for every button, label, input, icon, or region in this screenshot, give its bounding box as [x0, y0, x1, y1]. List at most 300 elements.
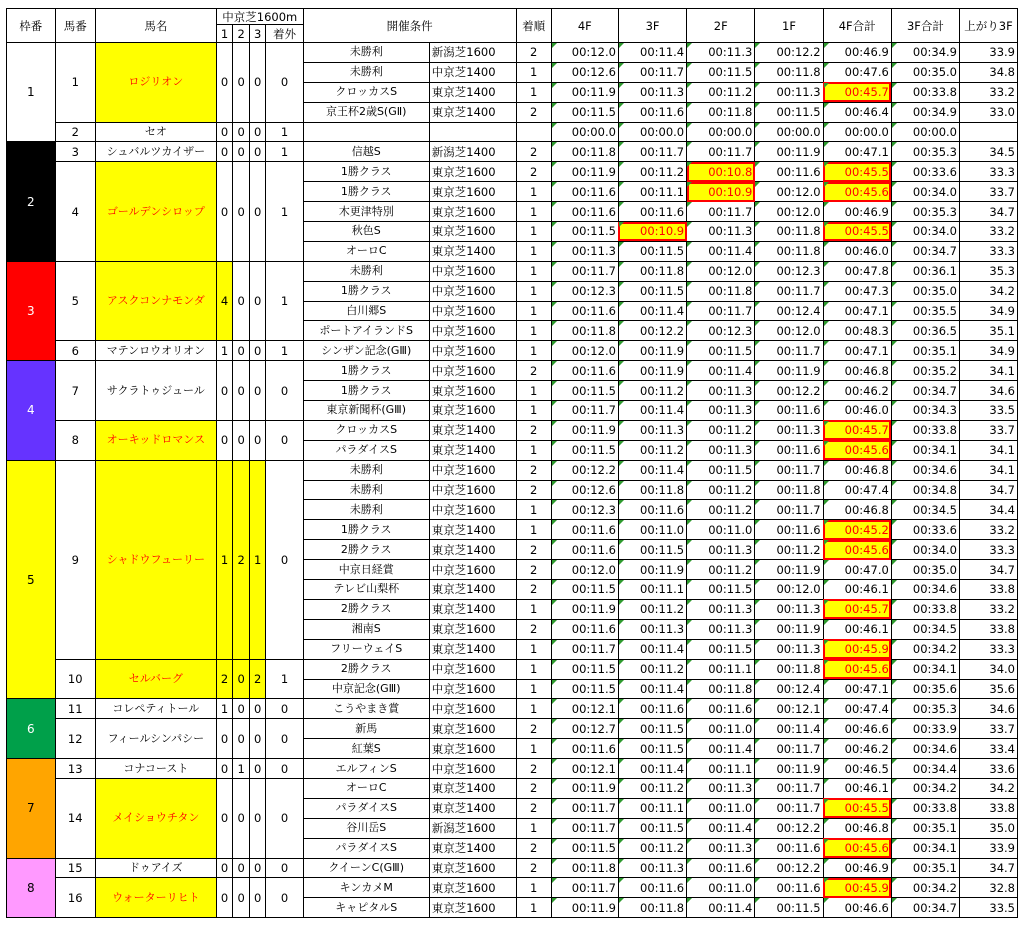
horse-number-cell: 4	[55, 162, 95, 261]
header-pos-3: 3	[249, 25, 266, 43]
finish-rank-cell: 2	[516, 778, 551, 798]
table-row	[7, 261, 1018, 281]
horse-number-cell: 15	[55, 858, 95, 878]
split-3f-cell: 00:11.1	[618, 798, 686, 818]
total-3f-cell: 00:36.1	[891, 261, 959, 281]
split-3f-cell: 00:11.4	[618, 759, 686, 779]
total-3f-cell: 00:34.6	[891, 580, 959, 600]
horse-name-cell: ドゥアイズ	[95, 858, 216, 878]
total-3f-cell: 00:34.0	[891, 222, 959, 242]
horse-number-cell: 5	[55, 261, 95, 341]
venue-cell	[429, 122, 516, 142]
second-place-count: 0	[233, 699, 250, 719]
last-3f-cell: 33.9	[960, 43, 1018, 63]
total-4f-cell: 00:45.5	[823, 162, 891, 182]
total-4f-cell: 00:46.9	[823, 43, 891, 63]
last-3f-cell: 33.9	[960, 838, 1018, 858]
last-3f-cell: 34.4	[960, 500, 1018, 520]
split-1f-cell: 00:12.2	[755, 818, 823, 838]
finish-rank-cell: 1	[516, 699, 551, 719]
first-place-count: 1	[216, 341, 233, 361]
second-place-count: 0	[233, 858, 250, 878]
split-1f-cell: 00:11.3	[755, 599, 823, 619]
last-3f-cell: 33.2	[960, 222, 1018, 242]
total-4f-cell: 00:46.5	[823, 759, 891, 779]
horse-name-cell: コナコースト	[95, 759, 216, 779]
finish-rank-cell: 1	[516, 599, 551, 619]
split-1f-cell: 00:11.8	[755, 659, 823, 679]
total-4f-cell: 00:46.8	[823, 500, 891, 520]
out-of-place-count: 0	[266, 43, 303, 123]
split-2f-cell: 00:11.7	[687, 301, 755, 321]
header-waku: 枠番	[7, 9, 56, 43]
total-4f-cell: 00:46.0	[823, 241, 891, 261]
table-row	[7, 142, 1018, 162]
first-place-count: 4	[216, 261, 233, 341]
total-4f-cell: 00:46.0	[823, 401, 891, 421]
split-4f-cell: 00:11.9	[551, 898, 618, 918]
venue-cell: 新潟芝1400	[429, 142, 516, 162]
total-4f-cell: 00:46.2	[823, 381, 891, 401]
split-3f-cell: 00:11.3	[618, 858, 686, 878]
header-pos-1: 1	[216, 25, 233, 43]
split-1f-cell: 00:11.6	[755, 520, 823, 540]
split-1f-cell: 00:11.6	[755, 440, 823, 460]
race-name-cell: 未勝利	[303, 500, 429, 520]
split-4f-cell: 00:11.7	[551, 798, 618, 818]
horse-number-cell: 13	[55, 759, 95, 779]
horse-number-cell: 12	[55, 719, 95, 759]
split-4f-cell: 00:12.1	[551, 759, 618, 779]
total-3f-cell: 00:35.3	[891, 202, 959, 222]
total-3f-cell: 00:35.1	[891, 818, 959, 838]
race-name-cell: 1勝クラス	[303, 182, 429, 202]
finish-rank-cell: 2	[516, 619, 551, 639]
split-2f-cell: 00:11.3	[687, 778, 755, 798]
total-4f-cell: 00:45.6	[823, 182, 891, 202]
split-2f-cell: 00:11.3	[687, 599, 755, 619]
split-1f-cell: 00:11.5	[755, 898, 823, 918]
split-2f-cell: 00:11.4	[687, 818, 755, 838]
finish-rank-cell: 2	[516, 420, 551, 440]
last-3f-cell: 33.3	[960, 162, 1018, 182]
first-place-count: 0	[216, 162, 233, 261]
header-rank: 着順	[516, 9, 551, 43]
finish-rank-cell: 1	[516, 679, 551, 699]
split-2f-cell: 00:11.0	[687, 798, 755, 818]
last-3f-cell: 35.0	[960, 818, 1018, 838]
venue-cell: 新潟芝1600	[429, 818, 516, 838]
last-3f-cell: 34.7	[960, 858, 1018, 878]
split-2f-cell: 00:11.3	[687, 222, 755, 242]
total-3f-cell: 00:33.6	[891, 520, 959, 540]
split-4f-cell: 00:11.6	[551, 540, 618, 560]
split-3f-cell: 00:11.2	[618, 659, 686, 679]
horse-number-cell: 6	[55, 341, 95, 361]
third-place-count: 0	[249, 43, 266, 123]
race-name-cell: 1勝クラス	[303, 520, 429, 540]
finish-rank-cell: 2	[516, 540, 551, 560]
third-place-count: 0	[249, 162, 266, 261]
split-4f-cell: 00:11.5	[551, 659, 618, 679]
table-row	[7, 759, 1018, 779]
finish-rank-cell: 1	[516, 401, 551, 421]
split-1f-cell: 00:11.2	[755, 540, 823, 560]
total-3f-cell: 00:35.3	[891, 142, 959, 162]
venue-cell: 東京芝1400	[429, 778, 516, 798]
split-1f-cell: 00:12.0	[755, 580, 823, 600]
first-place-count: 2	[216, 659, 233, 699]
out-of-place-count: 0	[266, 361, 303, 421]
header-umaban: 馬番	[55, 9, 95, 43]
header-course: 中京芝1600m	[216, 9, 303, 25]
horse-number-cell: 7	[55, 361, 95, 421]
race-name-cell: 白川郷S	[303, 301, 429, 321]
split-1f-cell: 00:11.7	[755, 281, 823, 301]
split-2f-cell: 00:11.2	[687, 560, 755, 580]
split-4f-cell: 00:11.6	[551, 619, 618, 639]
total-4f-cell: 00:46.8	[823, 818, 891, 838]
last-3f-cell: 33.0	[960, 102, 1018, 122]
split-2f-cell: 00:11.5	[687, 341, 755, 361]
race-name-cell: テレビ山梨杯	[303, 580, 429, 600]
split-3f-cell: 00:11.7	[618, 142, 686, 162]
venue-cell: 東京芝1400	[429, 639, 516, 659]
race-name-cell: パラダイスS	[303, 838, 429, 858]
total-3f-cell: 00:34.3	[891, 401, 959, 421]
race-name-cell: 未勝利	[303, 43, 429, 63]
split-2f-cell: 00:11.4	[687, 898, 755, 918]
total-4f-cell: 00:46.6	[823, 898, 891, 918]
split-1f-cell: 00:12.0	[755, 182, 823, 202]
finish-rank-cell: 1	[516, 739, 551, 759]
split-1f-cell: 00:12.4	[755, 301, 823, 321]
total-4f-cell: 00:45.5	[823, 798, 891, 818]
second-place-count: 0	[233, 420, 250, 460]
venue-cell: 中京芝1600	[429, 480, 516, 500]
race-data-table	[6, 8, 1018, 918]
header-pos-2: 2	[233, 25, 250, 43]
split-4f-cell: 00:11.9	[551, 82, 618, 102]
second-place-count: 0	[233, 122, 250, 142]
last-3f-cell: 34.8	[960, 62, 1018, 82]
horse-name-cell: フィールシンパシー	[95, 719, 216, 759]
race-name-cell: ポートアイランドS	[303, 321, 429, 341]
horse-number-cell: 16	[55, 878, 95, 918]
split-1f-cell: 00:11.6	[755, 162, 823, 182]
finish-rank-cell: 2	[516, 560, 551, 580]
venue-cell: 東京芝1600	[429, 162, 516, 182]
horse-number-cell: 1	[55, 43, 95, 123]
split-3f-cell: 00:11.6	[618, 202, 686, 222]
second-place-count: 1	[233, 759, 250, 779]
split-4f-cell: 00:11.9	[551, 778, 618, 798]
race-name-cell: オーロC	[303, 241, 429, 261]
last-3f-cell: 33.7	[960, 719, 1018, 739]
total-3f-cell: 00:35.2	[891, 361, 959, 381]
split-4f-cell: 00:11.6	[551, 361, 618, 381]
second-place-count: 0	[233, 361, 250, 421]
total-4f-cell: 00:47.6	[823, 62, 891, 82]
last-3f-cell: 34.2	[960, 281, 1018, 301]
last-3f-cell: 33.8	[960, 619, 1018, 639]
finish-rank-cell: 2	[516, 858, 551, 878]
venue-cell: 東京芝1400	[429, 540, 516, 560]
split-4f-cell: 00:11.7	[551, 818, 618, 838]
total-3f-cell: 00:33.6	[891, 162, 959, 182]
total-3f-cell: 00:34.0	[891, 540, 959, 560]
split-1f-cell: 00:11.7	[755, 778, 823, 798]
table-row	[7, 719, 1018, 739]
race-name-cell: シンザン記念(GⅢ)	[303, 341, 429, 361]
venue-cell: 東京芝1600	[429, 878, 516, 898]
finish-rank-cell: 1	[516, 898, 551, 918]
split-4f-cell: 00:11.5	[551, 440, 618, 460]
venue-cell: 東京芝1400	[429, 102, 516, 122]
header-last-3f: 上がり3F	[960, 9, 1018, 43]
split-3f-cell: 00:11.5	[618, 241, 686, 261]
total-3f-cell: 00:36.5	[891, 321, 959, 341]
split-2f-cell: 00:11.1	[687, 659, 755, 679]
last-3f-cell: 33.8	[960, 580, 1018, 600]
first-place-count: 1	[216, 699, 233, 719]
total-3f-cell: 00:33.8	[891, 82, 959, 102]
split-1f-cell: 00:11.8	[755, 222, 823, 242]
split-1f-cell: 00:12.0	[755, 321, 823, 341]
split-4f-cell: 00:12.0	[551, 43, 618, 63]
venue-cell: 東京芝1400	[429, 580, 516, 600]
second-place-count: 0	[233, 142, 250, 162]
finish-rank-cell: 1	[516, 82, 551, 102]
last-3f-cell: 33.3	[960, 241, 1018, 261]
total-3f-cell: 00:33.8	[891, 420, 959, 440]
split-4f-cell: 00:11.9	[551, 162, 618, 182]
first-place-count: 0	[216, 778, 233, 858]
split-3f-cell: 00:11.3	[618, 82, 686, 102]
second-place-count: 0	[233, 43, 250, 123]
split-3f-cell: 00:11.2	[618, 440, 686, 460]
split-3f-cell: 00:11.5	[618, 281, 686, 301]
total-4f-cell: 00:45.7	[823, 82, 891, 102]
total-4f-cell: 00:47.4	[823, 480, 891, 500]
total-3f-cell: 00:34.2	[891, 778, 959, 798]
last-3f-cell: 34.1	[960, 460, 1018, 480]
finish-rank-cell: 1	[516, 639, 551, 659]
finish-rank-cell: 2	[516, 102, 551, 122]
horse-number-cell: 9	[55, 460, 95, 659]
race-name-cell: 1勝クラス	[303, 281, 429, 301]
table-row	[7, 659, 1018, 679]
finish-rank-cell: 2	[516, 460, 551, 480]
split-3f-cell: 00:11.6	[618, 500, 686, 520]
race-name-cell: 未勝利	[303, 62, 429, 82]
total-3f-cell: 00:34.1	[891, 838, 959, 858]
last-3f-cell: 33.2	[960, 520, 1018, 540]
total-3f-cell: 00:34.4	[891, 759, 959, 779]
venue-cell: 中京芝1600	[429, 560, 516, 580]
total-3f-cell: 00:34.6	[891, 460, 959, 480]
out-of-place-count: 0	[266, 878, 303, 918]
split-1f-cell: 00:12.1	[755, 699, 823, 719]
split-2f-cell: 00:11.7	[687, 142, 755, 162]
split-2f-cell: 00:12.3	[687, 321, 755, 341]
total-4f-cell: 00:47.1	[823, 301, 891, 321]
split-4f-cell: 00:12.1	[551, 699, 618, 719]
table-body	[7, 43, 1018, 918]
split-1f-cell: 00:11.7	[755, 798, 823, 818]
total-4f-cell: 00:45.7	[823, 599, 891, 619]
finish-rank-cell: 1	[516, 281, 551, 301]
venue-cell: 東京芝1400	[429, 82, 516, 102]
out-of-place-count: 1	[266, 122, 303, 142]
race-name-cell: キンカメM	[303, 878, 429, 898]
total-3f-cell: 00:35.1	[891, 858, 959, 878]
total-4f-cell: 00:45.9	[823, 639, 891, 659]
split-2f-cell: 00:00.0	[687, 122, 755, 142]
waku-number-cell: 2	[7, 142, 56, 261]
first-place-count: 1	[216, 460, 233, 659]
venue-cell: 東京芝1600	[429, 719, 516, 739]
race-name-cell: 紅葉S	[303, 739, 429, 759]
horse-number-cell: 11	[55, 699, 95, 719]
total-3f-cell: 00:35.0	[891, 281, 959, 301]
waku-number-cell: 5	[7, 460, 56, 699]
last-3f-cell: 34.1	[960, 440, 1018, 460]
split-4f-cell: 00:11.5	[551, 838, 618, 858]
split-3f-cell: 00:11.4	[618, 639, 686, 659]
total-4f-cell: 00:47.8	[823, 261, 891, 281]
out-of-place-count: 0	[266, 778, 303, 858]
split-4f-cell: 00:11.7	[551, 401, 618, 421]
split-1f-cell: 00:11.8	[755, 62, 823, 82]
header-3f: 3F	[618, 9, 686, 43]
race-name-cell: オーロC	[303, 778, 429, 798]
total-3f-cell: 00:34.2	[891, 639, 959, 659]
first-place-count: 0	[216, 420, 233, 460]
split-1f-cell: 00:11.9	[755, 560, 823, 580]
total-3f-cell: 00:35.5	[891, 301, 959, 321]
split-4f-cell: 00:00.0	[551, 122, 618, 142]
second-place-count: 0	[233, 162, 250, 261]
split-1f-cell: 00:11.7	[755, 460, 823, 480]
split-4f-cell: 00:11.6	[551, 739, 618, 759]
split-3f-cell: 00:11.5	[618, 719, 686, 739]
split-2f-cell: 00:11.0	[687, 878, 755, 898]
venue-cell: 中京芝1400	[429, 62, 516, 82]
total-3f-cell: 00:34.1	[891, 659, 959, 679]
split-2f-cell: 00:11.3	[687, 540, 755, 560]
split-4f-cell: 00:11.9	[551, 599, 618, 619]
split-4f-cell: 00:12.6	[551, 62, 618, 82]
split-4f-cell: 00:12.7	[551, 719, 618, 739]
split-2f-cell: 00:11.5	[687, 639, 755, 659]
finish-rank-cell: 1	[516, 261, 551, 281]
split-3f-cell: 00:11.8	[618, 261, 686, 281]
venue-cell: 中京芝1600	[429, 699, 516, 719]
split-2f-cell: 00:11.4	[687, 739, 755, 759]
venue-cell: 中京芝1600	[429, 460, 516, 480]
race-name-cell: 木更津特別	[303, 202, 429, 222]
last-3f-cell: 34.7	[960, 202, 1018, 222]
split-2f-cell: 00:11.3	[687, 381, 755, 401]
last-3f-cell: 35.6	[960, 679, 1018, 699]
finish-rank-cell: 1	[516, 222, 551, 242]
finish-rank-cell: 1	[516, 500, 551, 520]
split-2f-cell: 00:11.8	[687, 679, 755, 699]
split-1f-cell: 00:11.6	[755, 401, 823, 421]
total-4f-cell: 00:46.6	[823, 719, 891, 739]
split-4f-cell: 00:11.7	[551, 639, 618, 659]
split-4f-cell: 00:11.7	[551, 878, 618, 898]
total-4f-cell: 00:48.3	[823, 321, 891, 341]
last-3f-cell	[960, 122, 1018, 142]
total-3f-cell: 00:35.1	[891, 341, 959, 361]
last-3f-cell: 33.5	[960, 898, 1018, 918]
table-row	[7, 162, 1018, 182]
split-1f-cell: 00:11.7	[755, 500, 823, 520]
finish-rank-cell: 1	[516, 241, 551, 261]
total-3f-cell: 00:34.9	[891, 43, 959, 63]
split-2f-cell: 00:11.5	[687, 62, 755, 82]
race-name-cell: 2勝クラス	[303, 540, 429, 560]
venue-cell: 中京芝1600	[429, 500, 516, 520]
second-place-count: 0	[233, 659, 250, 699]
split-2f-cell: 00:10.8	[687, 162, 755, 182]
split-2f-cell: 00:11.0	[687, 719, 755, 739]
waku-number-cell: 6	[7, 699, 56, 759]
race-name-cell: 1勝クラス	[303, 162, 429, 182]
split-4f-cell: 00:11.8	[551, 142, 618, 162]
total-4f-cell: 00:47.4	[823, 699, 891, 719]
table-row	[7, 878, 1018, 898]
finish-rank-cell: 2	[516, 798, 551, 818]
last-3f-cell: 33.6	[960, 759, 1018, 779]
header-3f-sum: 3F合計	[891, 9, 959, 43]
total-3f-cell: 00:34.7	[891, 381, 959, 401]
last-3f-cell: 34.2	[960, 778, 1018, 798]
header-4f-sum: 4F合計	[823, 9, 891, 43]
split-1f-cell: 00:12.0	[755, 202, 823, 222]
split-3f-cell: 00:11.5	[618, 818, 686, 838]
out-of-place-count: 1	[266, 659, 303, 699]
first-place-count: 0	[216, 142, 233, 162]
total-4f-cell: 00:46.9	[823, 202, 891, 222]
total-3f-cell: 00:34.0	[891, 182, 959, 202]
total-3f-cell: 00:34.2	[891, 878, 959, 898]
split-3f-cell: 00:11.5	[618, 739, 686, 759]
total-4f-cell: 00:47.0	[823, 560, 891, 580]
split-3f-cell: 00:11.0	[618, 520, 686, 540]
header-2f: 2F	[687, 9, 755, 43]
horse-number-cell: 2	[55, 122, 95, 142]
first-place-count: 0	[216, 858, 233, 878]
out-of-place-count: 0	[266, 858, 303, 878]
split-2f-cell: 00:11.2	[687, 480, 755, 500]
total-4f-cell: 00:47.1	[823, 142, 891, 162]
split-1f-cell: 00:11.8	[755, 241, 823, 261]
total-4f-cell: 00:45.2	[823, 520, 891, 540]
second-place-count: 2	[233, 460, 250, 659]
venue-cell: 東京芝1600	[429, 381, 516, 401]
split-1f-cell: 00:11.6	[755, 838, 823, 858]
third-place-count: 0	[249, 361, 266, 421]
horse-name-cell: コレペティトール	[95, 699, 216, 719]
header-1f: 1F	[755, 9, 823, 43]
race-name-cell: クイーンC(GⅢ)	[303, 858, 429, 878]
venue-cell: 東京芝1400	[429, 798, 516, 818]
table-row	[7, 341, 1018, 361]
horse-number-cell: 8	[55, 420, 95, 460]
